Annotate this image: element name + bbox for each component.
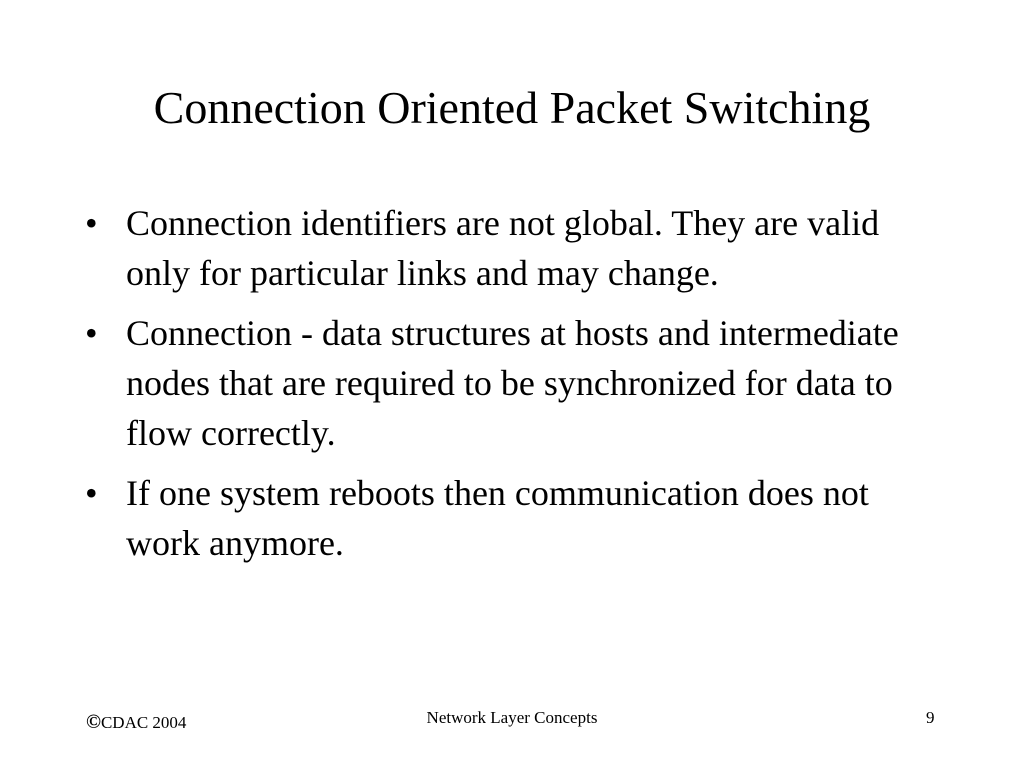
bullet-item — [82, 308, 932, 458]
bullet-icon: • — [85, 203, 98, 243]
bullet-icon: • — [85, 313, 98, 353]
footer-section-title: Network Layer Concepts — [426, 708, 598, 727]
footer-org: CDAC 2004 — [100, 713, 187, 732]
bullet-icon: • — [85, 473, 98, 513]
bullet-item — [82, 468, 932, 568]
copyright-icon: © — [86, 711, 101, 733]
bullet-item — [82, 198, 932, 298]
slide-title: Connection Oriented Packet Switching — [153, 82, 871, 133]
bullet-list — [82, 198, 932, 578]
bullet-text: Connection - data structures at hosts and intermediate nodes that are required to be synchronized for data to flow correctly. — [126, 313, 899, 453]
page-number: 9 — [926, 708, 935, 727]
bullet-text: If one system reboots then communication does not work anymore. — [126, 473, 869, 563]
bullet-text: Connection identifiers are not global. They are valid only for particular links and may change. — [126, 203, 880, 293]
